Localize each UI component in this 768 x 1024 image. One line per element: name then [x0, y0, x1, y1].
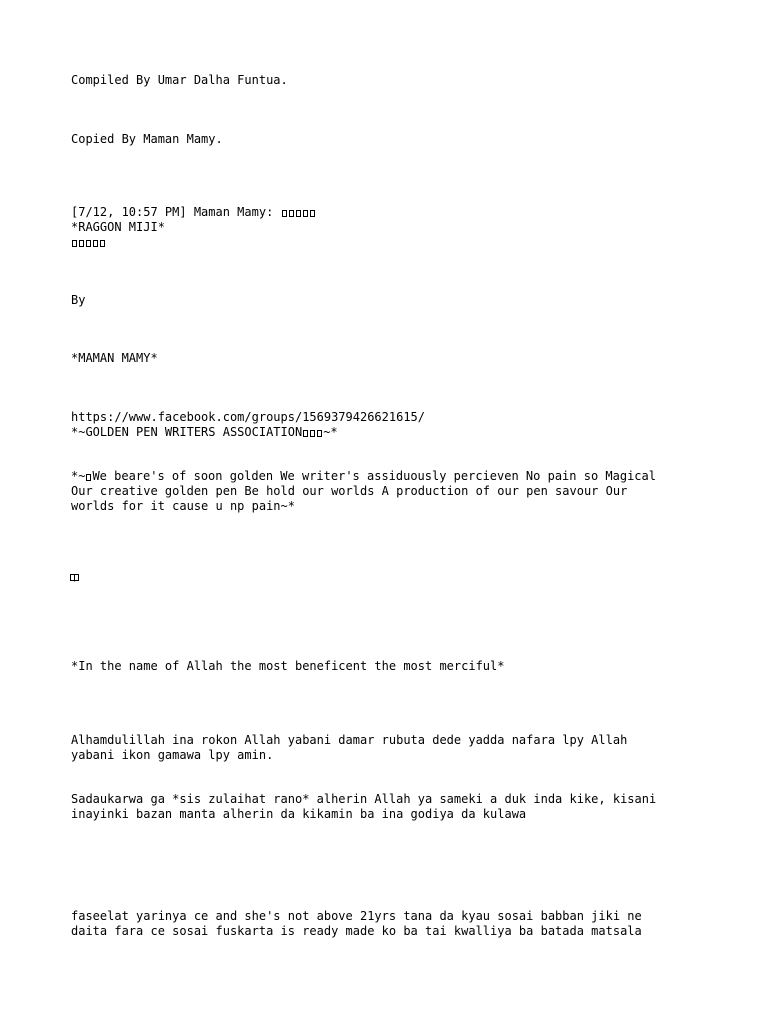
group-url: https://www.facebook.com/groups/1569379426621615/ [71, 410, 426, 424]
motto-line-2: Our creative golden pen Be hold our worlds A production of our pen savour Our [71, 484, 628, 498]
missing-glyph-icon [289, 210, 294, 217]
paragraph-1-line-2: yabani ikon gamawa lpy amin. [71, 748, 274, 762]
paragraph-1-line-1: Alhamdulillah ina rokon Allah yabani damar rubuta dede yadda nafara lpy Allah [71, 733, 628, 747]
motto-start: *~ [71, 469, 86, 483]
missing-glyph-icon [100, 240, 105, 247]
association-text: *~GOLDEN PEN WRITERS ASSOCIATION [71, 425, 303, 439]
glyph-row [71, 235, 106, 250]
author-name: *MAMAN MAMY* [71, 351, 158, 365]
missing-glyph-icon [303, 430, 308, 437]
missing-glyph-icon [317, 430, 322, 437]
story-title: *RAGGON MIJI* [71, 220, 165, 234]
paragraph-3-line-2: daita fara ce sosai fuskarta is ready made ko ba tai kwalliya ba batada matsala [71, 924, 642, 938]
timestamp-text: [7/12, 10:57 PM] Maman Mamy: [71, 205, 281, 219]
motto-line-1 [71, 469, 656, 484]
paragraph-3-line-1: faseelat yarinya ce and she's not above 21yrs tana da kyau sosai babban jiki ne [71, 909, 642, 923]
book-icon [70, 574, 79, 582]
by-label: By [71, 293, 86, 307]
missing-glyph-icon [86, 240, 91, 247]
timestamp-line [71, 205, 316, 220]
motto-line-3: worlds for it cause u np pain~* [71, 499, 295, 513]
missing-glyph-icon [79, 240, 84, 247]
paragraph-2-line-2: inayinki bazan manta alherin da kikamin ba ina godiya da kulawa [71, 807, 527, 821]
paragraph-2-line-1: Sadaukarwa ga *sis zulaihat rano* alherin Allah ya sameki a duk inda kike, kisani [71, 792, 657, 806]
motto-text-1: We beare's of soon golden We writer's assiduously percieven No pain so Magical [92, 469, 656, 483]
missing-glyph-icon [310, 210, 315, 217]
missing-glyph-icon [86, 474, 91, 481]
missing-glyph-icon [282, 210, 287, 217]
copied-by-line: Copied By Maman Mamy. [71, 132, 223, 146]
association-end: ~* [323, 425, 338, 439]
missing-glyph-icon [296, 210, 301, 217]
compiled-by-line: Compiled By Umar Dalha Funtua. [71, 73, 288, 87]
missing-glyph-icon [310, 430, 315, 437]
bismillah-line: *In the name of Allah the most beneficent the most merciful* [71, 659, 505, 673]
association-line [71, 425, 338, 440]
missing-glyph-icon [303, 210, 308, 217]
missing-glyph-icon [93, 240, 98, 247]
missing-glyph-icon [72, 240, 77, 247]
